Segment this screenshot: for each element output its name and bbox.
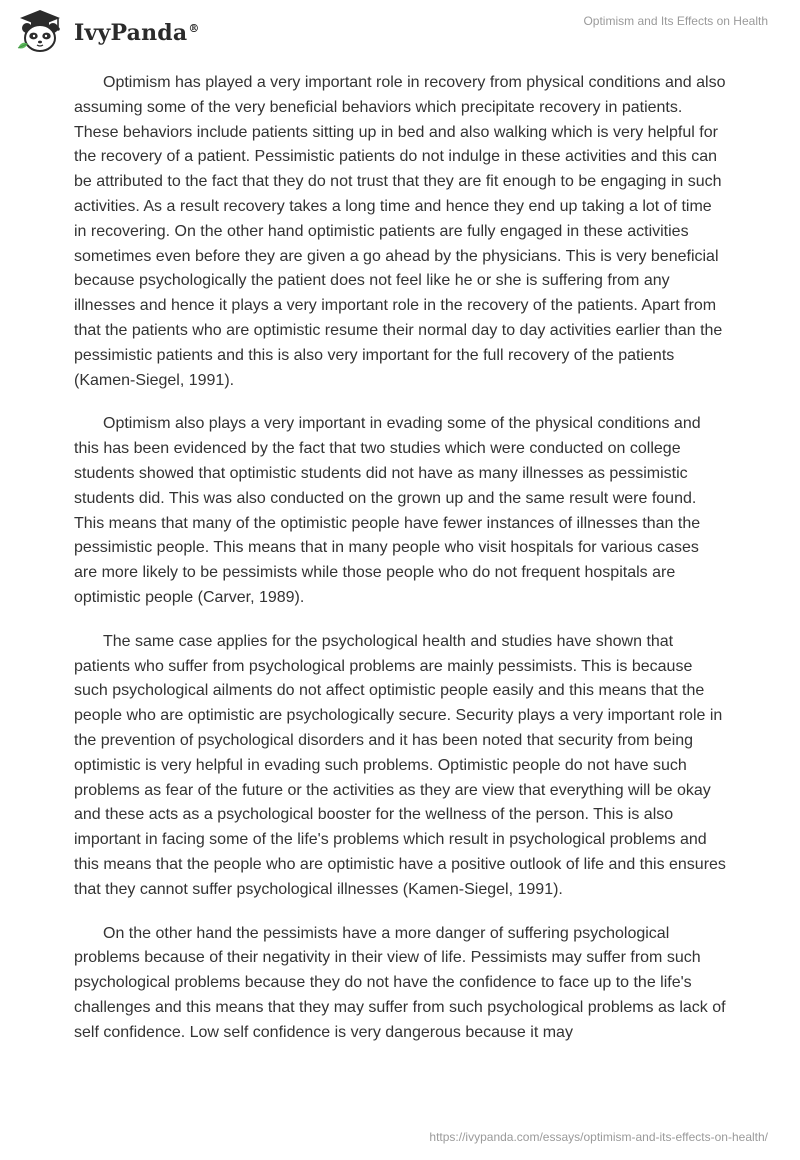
essay-body — [74, 71, 726, 1064]
source-url[interactable]: https://ivypanda.com/essays/optimism-and-its-effects-on-health/ — [429, 1130, 768, 1144]
page-header — [0, 0, 800, 60]
brand-name: IvyPanda® — [74, 20, 200, 46]
paragraph-1: Optimism has played a very important role in recovery from physical conditions and also assuming some of the very beneficial behaviors which precipitate recovery in patients. These behaviors include patients sitting up in bed and also walking which is very helpful for the recovery of a patient. Pessimistic patients do not indulge in these activities and this can be attributed to the fact that they do not trust that they are fit enough to be engaging in such activities. As a result recovery takes a long time and hence they end up taking a lot of time in recovering. On the other hand optimistic patients are fully engaged in these activities sometimes even before they are given a go ahead by the physicians. This is very beneficial because psychologically the patient does not feel like he or she is suffering from any illnesses and hence it plays a very important role in the recovery of the patients. Apart from that the patients who are optimistic resume their normal day to day activities earlier than the pessimistic patients and this is also very important for the full recovery of the patients (Kamen-Siegel, 1991). — [74, 74, 726, 389]
paragraph-4: On the other hand the pessimists have a more danger of suffering psychological problems because of their negativity in their view of life. Pessimists may suffer from such psychological problems because they do not have the confidence to face up to the life's challenges and this means that they may suffer from such psychological problems as lack of self confidence. Low self confidence is very dangerous because it may — [74, 924, 726, 1041]
document-title: Optimism and Its Effects on Health — [583, 14, 768, 28]
registered-mark: ® — [188, 21, 200, 35]
paragraph-3: The same case applies for the psychological health and studies have shown that patients who suffer from psychological problems are mainly pessimists. This is because such psychological ailments do not affect optimistic people easily and this means that the people who are optimistic are psychologically secure. Security plays a very important role in the prevention of psychological disorders and it has been noted that security from being optimistic is very helpful in evading such problems. Optimistic people do not have such problems as fear of the future or the activities as they are view that everything will be okay and these acts as a psychological booster for the wellness of the person. This is also important in facing some of the life's problems which result in psychological problems and this means that the people who are optimistic have a positive outlook of life and this ensures that they cannot suffer psychological illnesses (Kamen-Siegel, 1991). — [74, 632, 726, 898]
panda-graduation-cap-icon — [14, 8, 66, 54]
paragraph-2: Optimism also plays a very important in evading some of the physical conditions and this has been evidenced by the fact that two studies which were conducted on college students showed that optimistic students did not have as many illnesses as pessimistic students did. This was also conducted on the grown up and the same result were found. This means that many of the optimistic people have fewer instances of illnesses than the pessimistic people. This means that in many people who visit hospitals for various cases are more likely to be pessimists while those people who do not frequent hospitals are optimistic people (Carver, 1989). — [74, 415, 701, 606]
ivypanda-logo[interactable] — [14, 8, 200, 54]
